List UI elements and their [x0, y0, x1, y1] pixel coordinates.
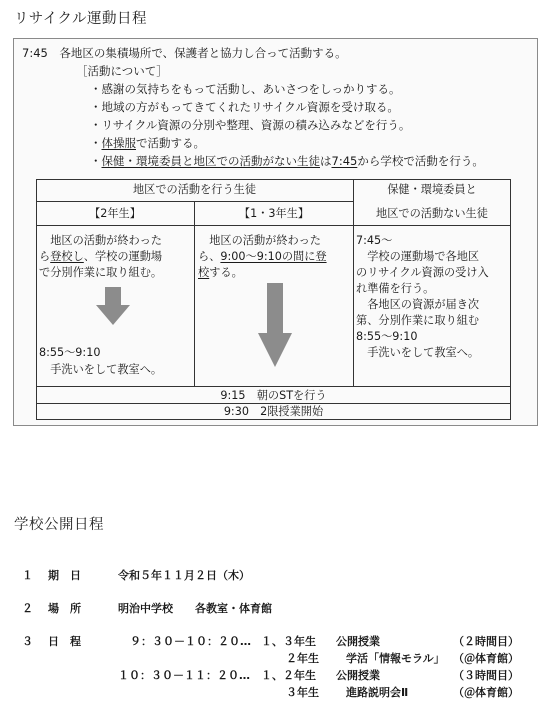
- col3-line2: 学校の運動場で各地区: [356, 250, 480, 263]
- col2-line3-b: する。: [209, 266, 243, 279]
- slot3-time: １０：３０－１１：２０…: [118, 669, 250, 682]
- col1-line1: 地区の活動が終わった: [39, 234, 162, 247]
- col2-line2: [198, 249, 327, 265]
- bullet-4-rest: で活動する。: [136, 136, 205, 150]
- col3-line4: れ準備を行う。: [356, 282, 435, 295]
- col1-line2: [39, 249, 162, 265]
- recycle-schedule-scan: [13, 38, 538, 426]
- slot1-time: ９：３０－１０：２０…: [130, 635, 251, 648]
- bullet-5-prefix: ・: [90, 154, 102, 168]
- slot4-event: 進路説明会Ⅱ: [346, 686, 409, 699]
- slot4-note: （＠体育館）: [453, 686, 519, 699]
- col1-line2-a: ら: [39, 250, 51, 263]
- col2-line2-a: ら、: [198, 250, 221, 263]
- slot3-note: （３時間目）: [453, 669, 519, 682]
- slot2-grade: ２年生: [286, 652, 319, 665]
- header-right-1: 保健・環境委員と: [387, 183, 477, 196]
- table-line-subheader: [36, 225, 511, 226]
- row3-number: ３: [22, 635, 33, 648]
- row1-number: １: [22, 569, 33, 582]
- col1-line2-underlined: 登校し: [50, 250, 84, 263]
- row3-label: 日 程: [48, 635, 81, 648]
- col3-line3: のリサイクル資源の受け入: [356, 266, 489, 279]
- slot3-grade: １、２年生: [261, 669, 316, 682]
- col3-line6: 第、分別作業に取り組む: [356, 314, 480, 327]
- col2-down-arrow-icon: [258, 283, 292, 367]
- bullet-4: [90, 135, 205, 151]
- row1-value: 令和５年１１月２日（木）: [118, 569, 250, 582]
- col3-line1: 7:45～: [356, 234, 393, 247]
- col1-down-arrow-icon: [96, 287, 130, 325]
- col2-line3-underlined: 校: [198, 266, 210, 279]
- slot4-grade: ３年生: [286, 686, 319, 699]
- recycle-schedule-heading: リサイクル運動日程: [14, 11, 147, 27]
- bullet-3: ・リサイクル資源の分別や整理、資源の積み込みなどを行う。: [90, 118, 411, 132]
- bullet-2: ・地域の方がもってきてくれたリサイクル資源を受け取る。: [90, 100, 399, 114]
- table-col-divider-1: [194, 201, 195, 386]
- slot1-event: 公開授業: [336, 635, 380, 648]
- slot2-event: 学活「情報モラル」: [346, 652, 445, 665]
- bullet-5-mid: は: [320, 154, 332, 168]
- col1-line3: で分別作業に取り組む。: [39, 266, 163, 279]
- row2-value: 明治中学校 各教室・体育館: [118, 602, 272, 615]
- activity-table: [36, 179, 511, 420]
- footer-row-2: 9:30 2限授業開始: [223, 405, 324, 418]
- header-right-2: 地区での活動ない生徒: [376, 207, 488, 220]
- intro-line: 7:45 各地区の集積場所で、保護者と協力し合って活動する。: [22, 46, 347, 60]
- col3-line7: 8:55～9:10: [356, 330, 418, 343]
- col1-after: 手洗いをして教室へ。: [39, 363, 163, 376]
- row2-label: 場 所: [48, 602, 81, 615]
- slot1-note: （２時間目）: [453, 635, 519, 648]
- col2-line1: 地区の活動が終わった: [198, 234, 321, 247]
- table-border-top: [36, 179, 511, 180]
- bullet-1: ・感謝の気持ちをもって活動し、あいさつをしっかりする。: [90, 82, 401, 96]
- table-line-footer: [36, 386, 511, 387]
- col2-title: 【1・3年生】: [238, 207, 310, 220]
- col1-title: 【2年生】: [89, 207, 141, 220]
- col3-line5: 各地区の資源が届き次: [356, 298, 480, 311]
- open-school-schedule-heading: 学校公開日程: [14, 517, 104, 533]
- footer-row-1: 9:15 朝のSTを行う: [220, 389, 327, 402]
- col1-time: 8:55～9:10: [39, 346, 101, 359]
- bullet-4-prefix: ・: [90, 136, 102, 150]
- bullet-5-rest: から学校で活動を行う。: [357, 154, 484, 168]
- slot2-note: （＠体育館）: [453, 652, 519, 665]
- col1-line2-b: 、学校の運動場: [83, 250, 163, 263]
- col2-line2-underlined: 9:00～9:10の間に登: [220, 250, 327, 263]
- table-border-right: [510, 179, 511, 420]
- bullet-4-underlined: 体操服: [101, 136, 136, 150]
- slot1-grade: １、３年生: [261, 635, 316, 648]
- col2-line3: [198, 265, 243, 281]
- slot3-event: 公開授業: [336, 669, 380, 682]
- header-left: 地区での活動を行う生徒: [132, 183, 257, 196]
- bullet-5: [90, 153, 484, 169]
- row1-label: 期 日: [48, 569, 81, 582]
- row2-number: ２: [22, 602, 33, 615]
- bullet-5-underlined: 保健・環境委員と地区での活動がない生徒: [101, 154, 320, 168]
- activity-header: ［活動について］: [76, 64, 168, 78]
- bullet-5-time: 7:45: [331, 154, 358, 168]
- col3-line8: 手洗いをして教室へ。: [356, 346, 480, 359]
